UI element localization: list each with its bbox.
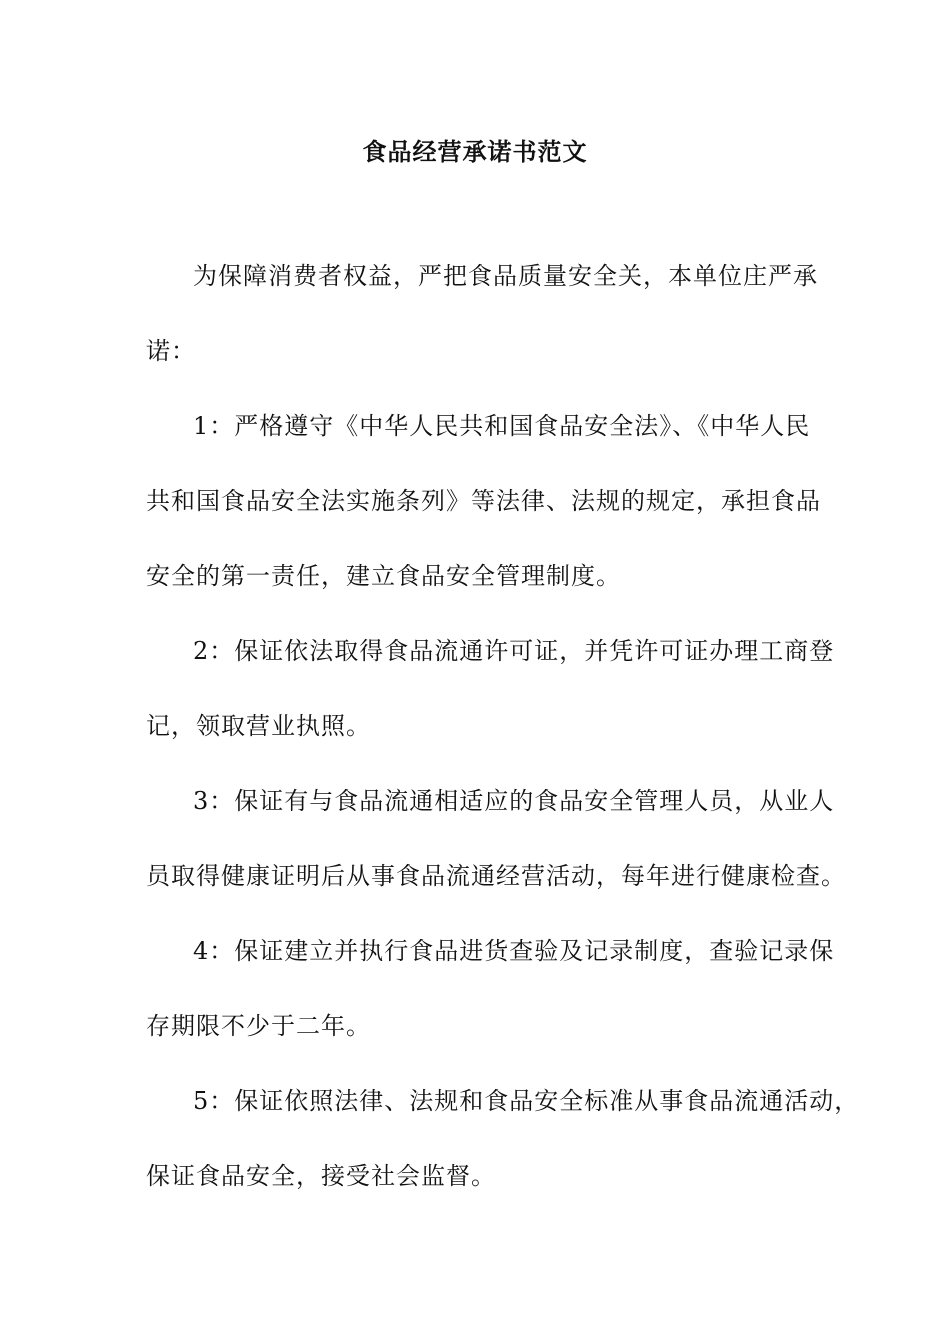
item-5-line-1: 5：保证依照法律、法规和食品安全标准从事食品流通活动，	[193, 1087, 860, 1115]
item-4-line-2: 存期限不少于二年。	[146, 1012, 371, 1040]
document-title: 食品经营承诺书范文	[362, 138, 588, 166]
item-2-line-2: 记，领取营业执照。	[146, 712, 371, 740]
item-3-line-1: 3：保证有与食品流通相适应的食品安全管理人员，从业人	[193, 787, 835, 815]
item-1-line-2: 共和国食品安全法实施条列》等法律、法规的规定，承担食品	[146, 487, 821, 515]
item-5-line-2: 保证食品安全，接受社会监督。	[146, 1162, 496, 1190]
item-2-line-1: 2：保证依法取得食品流通许可证，并凭许可证办理工商登	[193, 637, 835, 665]
paragraph-intro-line-2: 诺：	[146, 337, 196, 365]
item-3-line-2: 员取得健康证明后从事食品流通经营活动，每年进行健康检查。	[146, 862, 846, 890]
item-4-line-1: 4：保证建立并执行食品进货查验及记录制度，查验记录保	[193, 937, 835, 965]
item-1-line-1: 1：严格遵守《中华人民共和国食品安全法》、《中华人民	[193, 412, 811, 440]
item-1-line-3: 安全的第一责任，建立食品安全管理制度。	[146, 562, 621, 590]
paragraph-intro-line-1: 为保障消费者权益，严把食品质量安全关，本单位庄严承	[193, 262, 818, 290]
